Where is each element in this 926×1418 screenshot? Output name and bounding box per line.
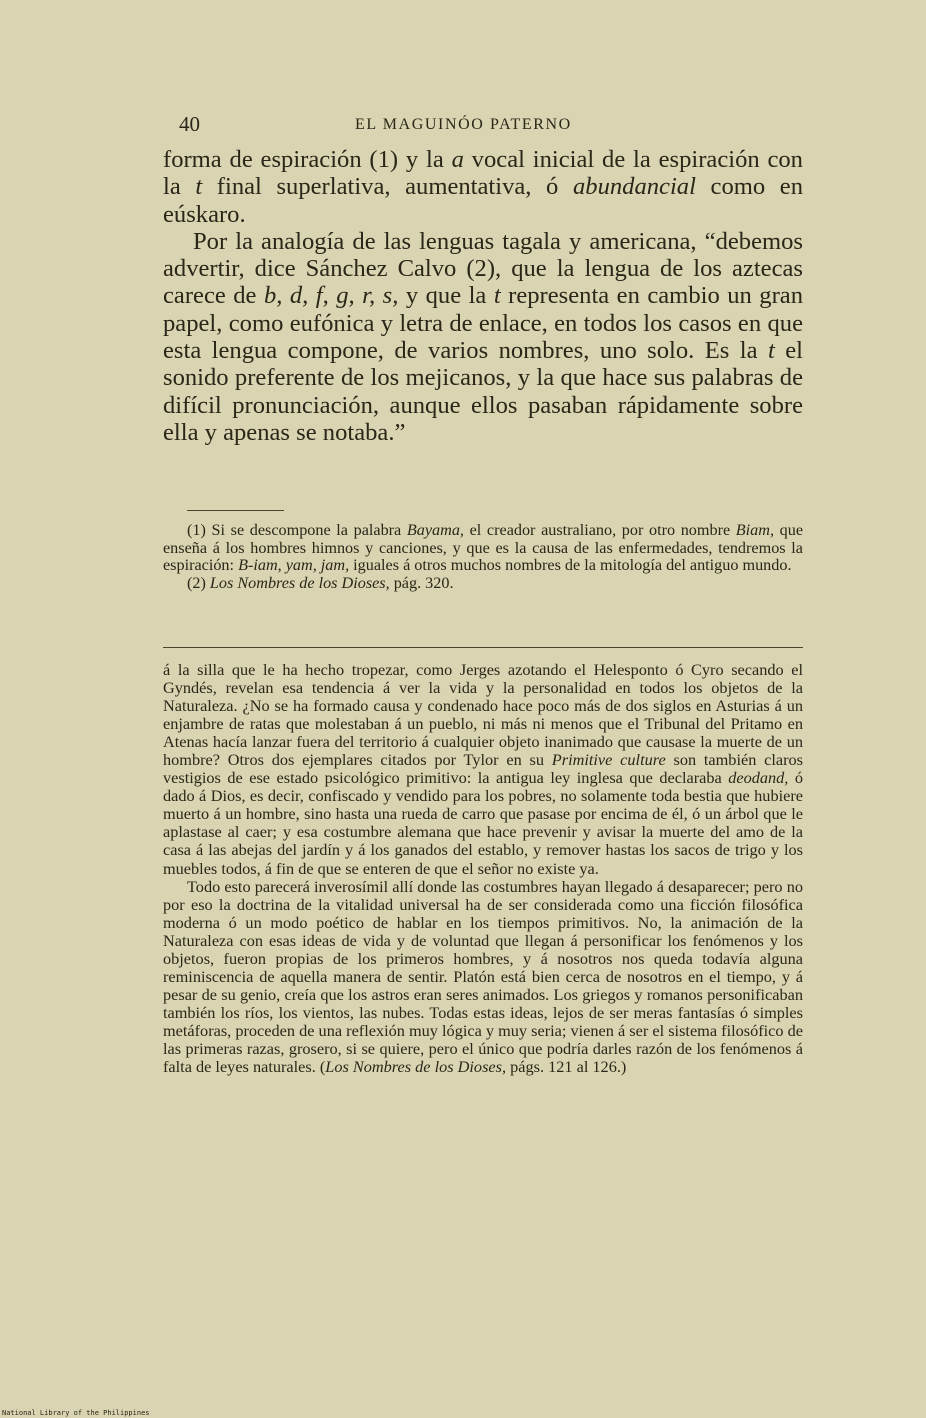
footnote-2: (2) Los Nombres de los Dioses, pág. 320. <box>187 573 454 592</box>
lower-body-text <box>163 661 803 1076</box>
running-title: EL MAGUINÓO PATERNO <box>355 116 572 133</box>
page-header <box>165 112 805 138</box>
page-number: 40 <box>179 112 200 136</box>
lower-paragraph-1: á la silla que le ha hecho tropezar, como Jerges azotando el Helesponto ó Cyro secando el Gyndés, revelan esa tendencia á ver la vida y la personalidad en todos los objetos de la Naturaleza. ¿No se ha formado causa y condenado hace poco más de dos siglos en Asturias á un enjambre de ratas que molestaban á un pueblo, ni más ni menos que el Tribunal del Pritamo en Atenas hacía lanzar fuera del territorio á cualquier objeto inanimado que causase la muerte de un hombre? Otros dos ejemplares citados por Tylor en su Primitive culture son también claros vestigios de ese estado psicológico primitivo: la antigua ley inglesa que declaraba deodand, ó dado á Dios, es decir, confiscado y vendido para los pobres, no solamente toda bestia que hubiere muerto á un hombre, sino hasta una rueda de carro que pasase por encima de él, ó un árbol que le aplastase al caer; y esa costumbre alemana que hace prevenir y avisar la muerte del amo de la casa á las abejas del jardín y á los ganados del establo, y remover hastas los sacos de trigo y los muebles todos, á fin de que se enteren de que el señor no existe ya. <box>163 660 804 878</box>
lower-paragraph-2: Todo esto parecerá inverosímil allí donde las costumbres hayan llegado á desaparecer; pero no por eso la doctrina de la vitalidad universal ha de ser considerada como una ficción filosófica moderna ó un modo poético de hablar en los tiempos primitivos. No, la animación de la Naturaleza con esas ideas de vida y de voluntad que llegan á personificar los fenómenos y los objetos, fueron propias de los primeros hombres, y á nosotros nos queda todavía alguna reminiscencia de aquella manera de sentir. Platón está bien cerca de nosotros en el tiempo, y á pesar de su genio, creía que los astros eran seres animados. Los griegos y romanos personificaban también los ríos, los vientos, las nubes. Todas estas ideas, lejos de ser meras fantasías ó simples metáforas, proceden de una reflexión muy lógica y muy seria; vienen á ser el sistema filosófico de las primeras razas, grosero, si se quiere, pero el único que podría darles razón de los fenómenos á falta de leyes naturales. (Los Nombres de los Dioses, págs. 121 al 126.) <box>163 876 803 1077</box>
section-divider <box>163 647 803 648</box>
main-paragraph-2: Por la analogía de las lenguas tagala y americana, “debemos advertir, dice Sánchez Calvo (2), que la lengua de los aztecas carece de b, d, f, g, r, s, y que la t representa en cambio un gran papel, como eufónica y letra de enlace, en todos los casos en que esta lengua compone, de varios nombres, uno solo. Es la t el sonido preferente de los mejicanos, y la que hace sus palabras de difícil pronunciación, aunque ellos pasaban rápidamente sobre ella y apenas se notaba.” <box>163 227 803 446</box>
main-body-text <box>163 146 803 446</box>
footnotes <box>163 522 803 592</box>
footnote-1: (1) Si se descompone la palabra Bayama, el creador australiano, por otro nombre Biam, que enseña á los hombres himnos y canciones, y que es la causa de las enfermedades, tendremos la espiración: B-iam, yam, jam, iguales á otros muchos nombres de la mitología del antiguo mundo. <box>163 521 804 575</box>
library-credit: National Library of the Philippines <box>2 1409 150 1417</box>
main-paragraph-1: forma de espiración (1) y la a vocal inicial de la espiración con la t final superlativa, aumentativa, ó abundancial como en eúskaro. <box>163 146 803 228</box>
footnote-rule <box>187 510 284 511</box>
